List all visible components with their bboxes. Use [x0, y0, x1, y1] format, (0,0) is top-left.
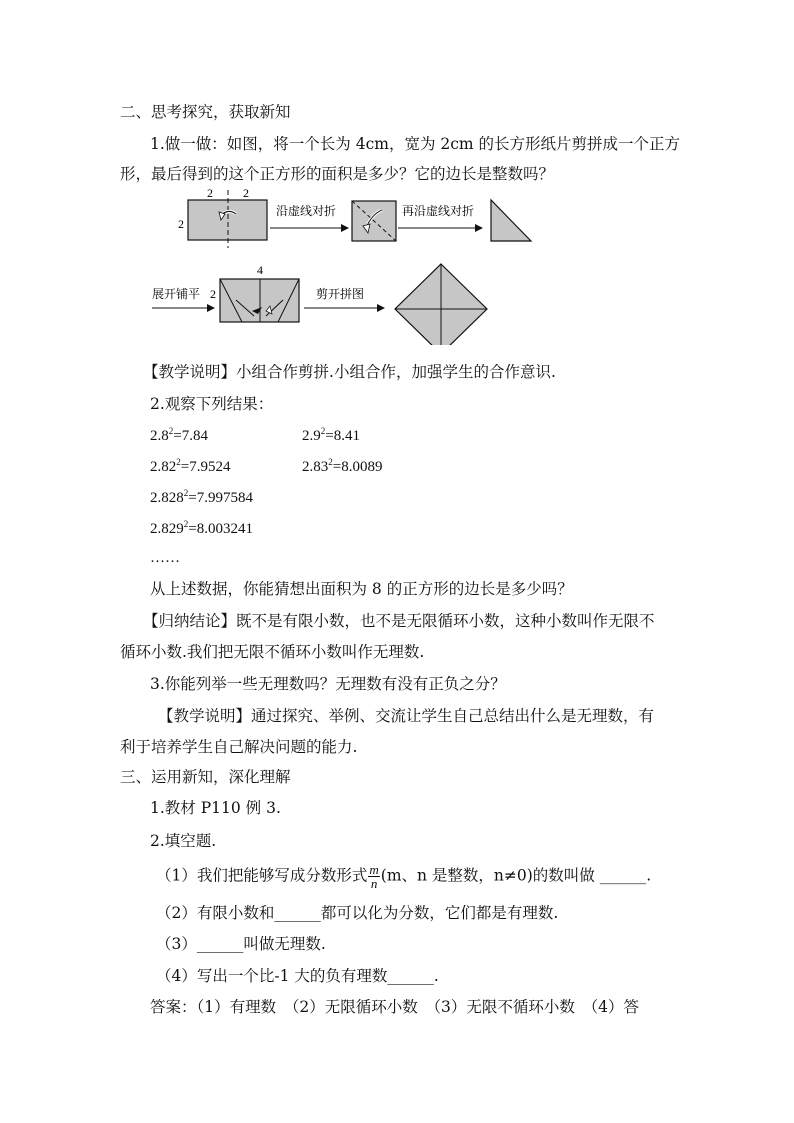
dim-side-2: 2	[210, 287, 216, 301]
note1-text: 小组合作剪拼.小组合作，加强学生的合作意识.	[236, 363, 556, 381]
note1-tag: 【教学说明】	[143, 363, 237, 381]
result-4: $2.83^2=8.0089$	[302, 457, 383, 475]
activity3: 3.你能列举一些无理数吗？无理数有没有正负之分？	[150, 675, 506, 693]
fraction-m-over-n: $\frac{m}{n}$	[369, 862, 379, 891]
step4-label: 剪开拼图	[316, 287, 365, 301]
fill-question-2: （2）有限小数和______都可以化为分数，它们都是有理数.	[156, 904, 559, 922]
dim-top-right: 2	[243, 186, 249, 200]
activity1-line1: 1.做一做：如图，将一个长为 4cm，宽为 2cm 的长方形纸片剪拼成一个正方	[150, 135, 681, 153]
fill-question-1: （1）我们把能够写成分数形式 $\frac{m}{n}$ (m、n 是整数，n≠0)的数叫做 ______.	[156, 862, 652, 891]
teaching-note-2-line2: 利于培养学生自己解决问题的能力.	[120, 738, 358, 756]
note2-tag: 【教学说明】	[158, 707, 252, 725]
rectangle-step-1	[188, 190, 267, 248]
fill-question-3: （3）______叫做无理数.	[156, 935, 326, 953]
section3-item2: 2.填空题.	[150, 832, 217, 850]
step3-label: 展开铺平	[152, 287, 201, 301]
square-step-2	[352, 201, 396, 241]
fill-question-4: （4）写出一个比-1 大的负有理数______.	[156, 967, 439, 985]
answer-line: 答案：（1）有理数 （2）无限循环小数 （3）无限不循环小数 （4）答	[150, 998, 639, 1016]
guess-question: 从上述数据，你能猜想出面积为 8 的正方形的边长是多少吗？	[150, 580, 573, 598]
result-1: $2.8^2=7.84$	[150, 426, 208, 444]
result-6: $2.829^2=8.003241$	[150, 519, 253, 537]
folding-diagram	[0, 0, 794, 345]
dim-top-4: 4	[257, 263, 263, 277]
result-2: $2.9^2=8.41$	[302, 426, 360, 444]
step1-label: 沿虚线对折	[276, 204, 337, 218]
result-5: $2.828^2=7.997584$	[150, 488, 253, 506]
section3-heading: 三、运用新知，深化理解	[120, 768, 291, 786]
activity1-line2: 形，最后得到的这个正方形的面积是多少？它的边长是整数吗？	[120, 165, 555, 183]
observe-title: 2.观察下列结果：	[150, 395, 274, 413]
triangle-step-3	[491, 200, 531, 241]
section3-item1: 1.教材 P110 例 3.	[150, 799, 281, 817]
dim-top-left: 2	[207, 186, 213, 200]
conclusion-tag: 【归纳结论】	[143, 612, 237, 630]
final-square	[395, 264, 487, 345]
ellipsis: ……	[150, 550, 180, 566]
step2-label: 再沿虚线对折	[402, 204, 475, 218]
dim-side: 2	[178, 217, 184, 231]
conclusion-line1: 【归纳结论】既不是有限小数，也不是无限循环小数，这种小数叫作无限不	[143, 612, 655, 630]
section2-heading: 二、思考探究，获取新知	[120, 103, 291, 121]
teaching-note-2-line1: 【教学说明】通过探究、举例、交流让学生自己总结出什么是无理数，有	[158, 707, 655, 725]
conclusion-line2: 循环小数.我们把无限不循环小数叫作无理数.	[120, 643, 425, 661]
result-3: $2.82^2=7.9524$	[150, 457, 231, 475]
unfolded-rectangle	[220, 279, 299, 322]
teaching-note-1	[143, 361, 556, 383]
